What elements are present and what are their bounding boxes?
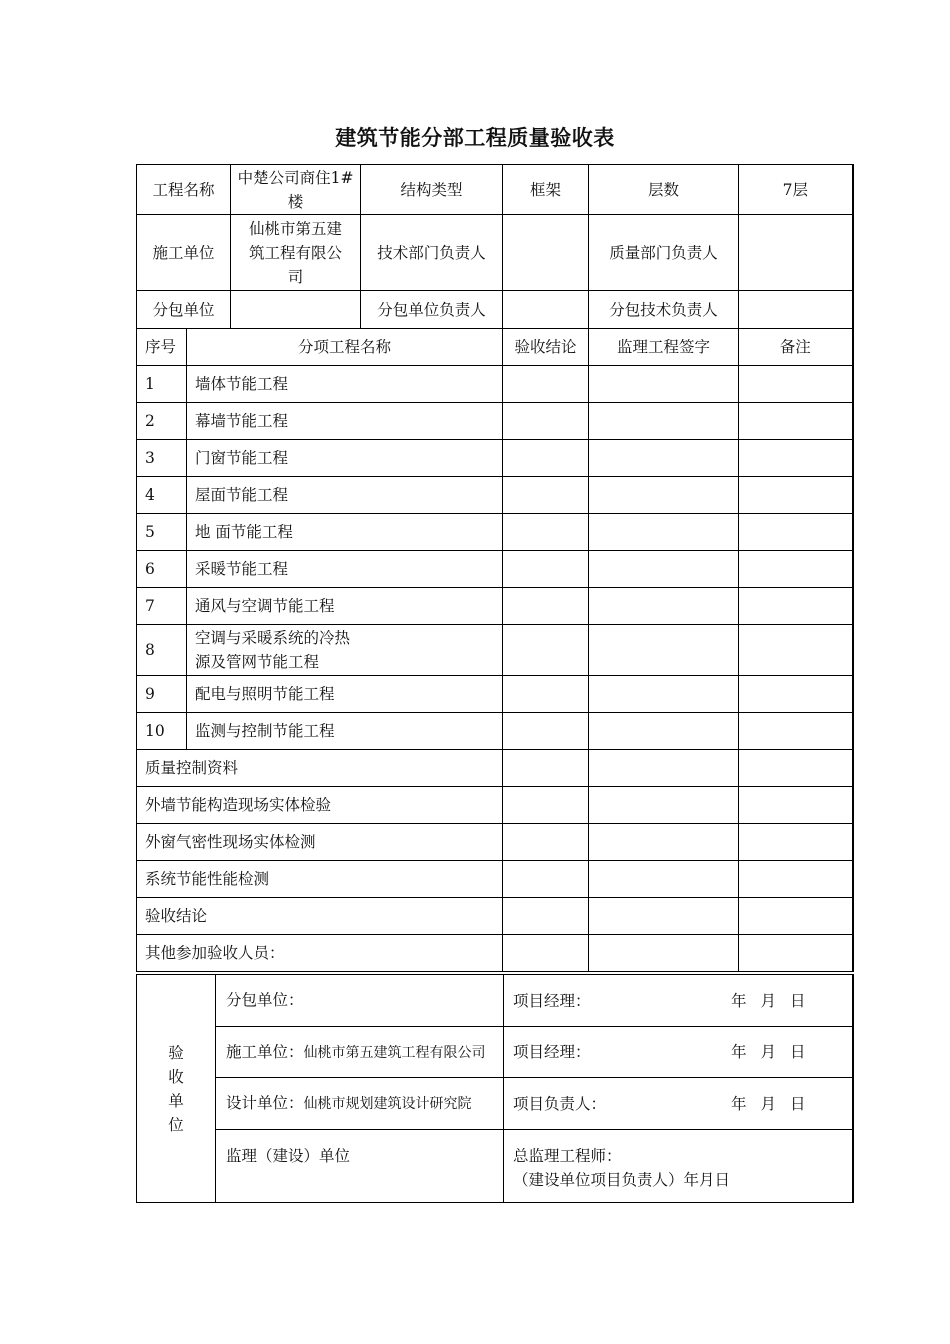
item-supervisor-sign-cell[interactable] xyxy=(589,477,739,514)
subcontractor-manager-cell[interactable] xyxy=(504,975,853,1027)
acceptance-label-char: 验 xyxy=(168,1043,184,1062)
unit-label: 设计单位： xyxy=(226,1094,304,1112)
item-row xyxy=(137,514,853,551)
item-row xyxy=(137,366,853,403)
supervision-unit-cell[interactable]: 监理（建设）单位 xyxy=(216,1130,504,1203)
subcontractor-unit-cell[interactable] xyxy=(216,975,504,1027)
summary-row-label: 外窗气密性现场实体检测 xyxy=(137,824,503,861)
owner-note: （建设单位项目负责人）年月日 xyxy=(513,1171,731,1189)
summary-conclusion-cell[interactable] xyxy=(503,750,589,787)
chief-supervisor-cell[interactable] xyxy=(504,1130,853,1203)
summary-supervisor-sign-cell[interactable] xyxy=(589,824,739,861)
item-row xyxy=(137,477,853,514)
item-remarks-cell[interactable] xyxy=(739,625,853,676)
acceptance-label-char: 位 xyxy=(168,1115,184,1134)
item-no: 3 xyxy=(137,440,187,477)
sub-head-label: 分包单位负责人 xyxy=(361,291,503,329)
item-supervisor-sign-cell[interactable] xyxy=(589,514,739,551)
quality-head-value[interactable] xyxy=(739,215,853,291)
unit-name: 仙桃市规划建筑设计研究院 xyxy=(303,1096,472,1112)
item-row xyxy=(137,440,853,477)
item-row xyxy=(137,588,853,625)
structure-type-value[interactable]: 框架 xyxy=(503,165,589,215)
chief-supervisor-label: 总监理工程师： xyxy=(513,1147,622,1165)
item-no: 7 xyxy=(137,588,187,625)
summary-row xyxy=(137,861,853,898)
subcontractor-label: 分包单位 xyxy=(137,291,231,329)
item-remarks-cell[interactable] xyxy=(739,588,853,625)
item-supervisor-sign-cell[interactable] xyxy=(589,403,739,440)
item-remarks-cell[interactable] xyxy=(739,440,853,477)
item-name: 墙体节能工程 xyxy=(187,366,503,403)
summary-remarks-cell[interactable] xyxy=(739,935,853,972)
item-no: 6 xyxy=(137,551,187,588)
date-field: 年 月 日 xyxy=(730,1094,806,1113)
acceptance-label-char: 收 xyxy=(168,1067,184,1086)
item-remarks-cell[interactable] xyxy=(739,403,853,440)
page-title: 建筑节能分部工程质量验收表 xyxy=(335,126,615,150)
item-name: 幕墙节能工程 xyxy=(187,403,503,440)
item-remarks-cell[interactable] xyxy=(739,514,853,551)
role-label: 项目负责人： xyxy=(513,1094,607,1113)
acceptance-label-char: 单 xyxy=(168,1091,184,1110)
summary-conclusion-cell[interactable] xyxy=(503,935,589,972)
item-name: 通风与空调节能工程 xyxy=(187,588,503,625)
contractor-manager-cell[interactable] xyxy=(504,1027,853,1078)
summary-remarks-cell[interactable] xyxy=(739,861,853,898)
column-header-remarks: 备注 xyxy=(739,329,853,366)
item-conclusion-cell[interactable] xyxy=(503,588,589,625)
item-supervisor-sign-cell[interactable] xyxy=(589,625,739,676)
floors-value[interactable]: 7层 xyxy=(739,165,853,215)
summary-remarks-cell[interactable] xyxy=(739,824,853,861)
summary-row-label: 其他参加验收人员： xyxy=(137,935,503,972)
column-header-conclusion: 验收结论 xyxy=(503,329,589,366)
tech-head-value[interactable] xyxy=(503,215,589,291)
item-no: 5 xyxy=(137,514,187,551)
item-remarks-cell[interactable] xyxy=(739,551,853,588)
item-no: 9 xyxy=(137,676,187,713)
structure-type-label: 结构类型 xyxy=(361,165,503,215)
summary-supervisor-sign-cell[interactable] xyxy=(589,935,739,972)
project-name-label: 工程名称 xyxy=(137,165,231,215)
item-no: 1 xyxy=(137,366,187,403)
item-conclusion-cell[interactable] xyxy=(503,366,589,403)
item-name: 门窗节能工程 xyxy=(187,440,503,477)
floors-label: 层数 xyxy=(589,165,739,215)
item-remarks-cell[interactable] xyxy=(739,366,853,403)
tech-head-label: 技术部门负责人 xyxy=(361,215,503,291)
item-supervisor-sign-cell[interactable] xyxy=(589,440,739,477)
item-supervisor-sign-cell[interactable] xyxy=(589,366,739,403)
item-no: 2 xyxy=(137,403,187,440)
summary-supervisor-sign-cell[interactable] xyxy=(589,898,739,935)
item-row xyxy=(137,625,853,676)
date-field: 年 月 日 xyxy=(730,1043,806,1061)
column-header-supervisor-sign: 监理工程签字 xyxy=(589,329,739,366)
item-supervisor-sign-cell[interactable] xyxy=(589,713,739,750)
acceptance-units-table xyxy=(136,974,854,1203)
item-name: 采暖节能工程 xyxy=(187,551,503,588)
summary-row-label: 验收结论 xyxy=(137,898,503,935)
summary-supervisor-sign-cell[interactable] xyxy=(589,750,739,787)
summary-row-label: 质量控制资料 xyxy=(137,750,503,787)
item-name: 屋面节能工程 xyxy=(187,477,503,514)
summary-row xyxy=(137,824,853,861)
unit-label: 分包单位： xyxy=(226,991,304,1009)
item-no: 8 xyxy=(137,625,187,676)
summary-conclusion-cell[interactable] xyxy=(503,861,589,898)
item-remarks-cell[interactable] xyxy=(739,676,853,713)
date-field: 年 月 日 xyxy=(730,991,806,1010)
summary-row xyxy=(137,935,853,972)
item-conclusion-cell[interactable] xyxy=(503,403,589,440)
summary-supervisor-sign-cell[interactable] xyxy=(589,861,739,898)
item-supervisor-sign-cell[interactable] xyxy=(589,551,739,588)
summary-row-label: 系统节能性能检测 xyxy=(137,861,503,898)
item-no: 10 xyxy=(137,713,187,750)
column-header-name: 分项工程名称 xyxy=(187,329,503,366)
item-conclusion-cell[interactable] xyxy=(503,713,589,750)
role-label: 项目经理： xyxy=(513,991,591,1010)
unit-name: 仙桃市第五建筑工程有限公司 xyxy=(303,1044,486,1061)
sub-tech-head-value[interactable] xyxy=(739,291,853,329)
sub-tech-head-label: 分包技术负责人 xyxy=(589,291,739,329)
item-remarks-cell[interactable] xyxy=(739,713,853,750)
summary-row xyxy=(137,750,853,787)
column-header-no: 序号 xyxy=(137,329,187,366)
summary-row-label: 外墙节能构造现场实体检验 xyxy=(137,787,503,824)
item-row xyxy=(137,403,853,440)
summary-remarks-cell[interactable] xyxy=(739,787,853,824)
item-no: 4 xyxy=(137,477,187,514)
item-row xyxy=(137,713,853,750)
item-remarks-cell[interactable] xyxy=(739,477,853,514)
item-conclusion-cell[interactable] xyxy=(503,514,589,551)
item-row xyxy=(137,551,853,588)
item-supervisor-sign-cell[interactable] xyxy=(589,588,739,625)
summary-row xyxy=(137,787,853,824)
contractor-value[interactable]: 仙桃市第五建筑工程有限公司 xyxy=(231,215,361,291)
item-name: 地 面节能工程 xyxy=(187,514,503,551)
summary-remarks-cell[interactable] xyxy=(739,898,853,935)
item-name: 空调与采暖系统的冷热源及管网节能工程 xyxy=(187,625,503,676)
summary-remarks-cell[interactable] xyxy=(739,750,853,787)
acceptance-table xyxy=(136,164,854,972)
item-conclusion-cell[interactable] xyxy=(503,676,589,713)
item-conclusion-cell[interactable] xyxy=(503,551,589,588)
item-row xyxy=(137,676,853,713)
summary-conclusion-cell[interactable] xyxy=(503,787,589,824)
item-conclusion-cell[interactable] xyxy=(503,440,589,477)
role-label: 项目经理： xyxy=(513,1043,591,1061)
contractor-label: 施工单位 xyxy=(137,215,231,291)
summary-supervisor-sign-cell[interactable] xyxy=(589,787,739,824)
item-name: 配电与照明节能工程 xyxy=(187,676,503,713)
contractor-unit-cell[interactable] xyxy=(216,1027,504,1078)
design-lead-cell[interactable] xyxy=(504,1078,853,1130)
item-conclusion-cell[interactable] xyxy=(503,477,589,514)
summary-row xyxy=(137,898,853,935)
item-name: 监测与控制节能工程 xyxy=(187,713,503,750)
item-supervisor-sign-cell[interactable] xyxy=(589,676,739,713)
summary-conclusion-cell[interactable] xyxy=(503,898,589,935)
quality-head-label: 质量部门负责人 xyxy=(589,215,739,291)
design-unit-cell[interactable] xyxy=(216,1078,504,1130)
acceptance-units-label xyxy=(137,975,216,1203)
project-name-value[interactable]: 中楚公司商住1#楼 xyxy=(231,165,361,215)
sub-head-value[interactable] xyxy=(503,291,589,329)
item-conclusion-cell[interactable] xyxy=(503,625,589,676)
summary-conclusion-cell[interactable] xyxy=(503,824,589,861)
subcontractor-value[interactable] xyxy=(231,291,361,329)
unit-label: 施工单位： xyxy=(226,1042,304,1061)
